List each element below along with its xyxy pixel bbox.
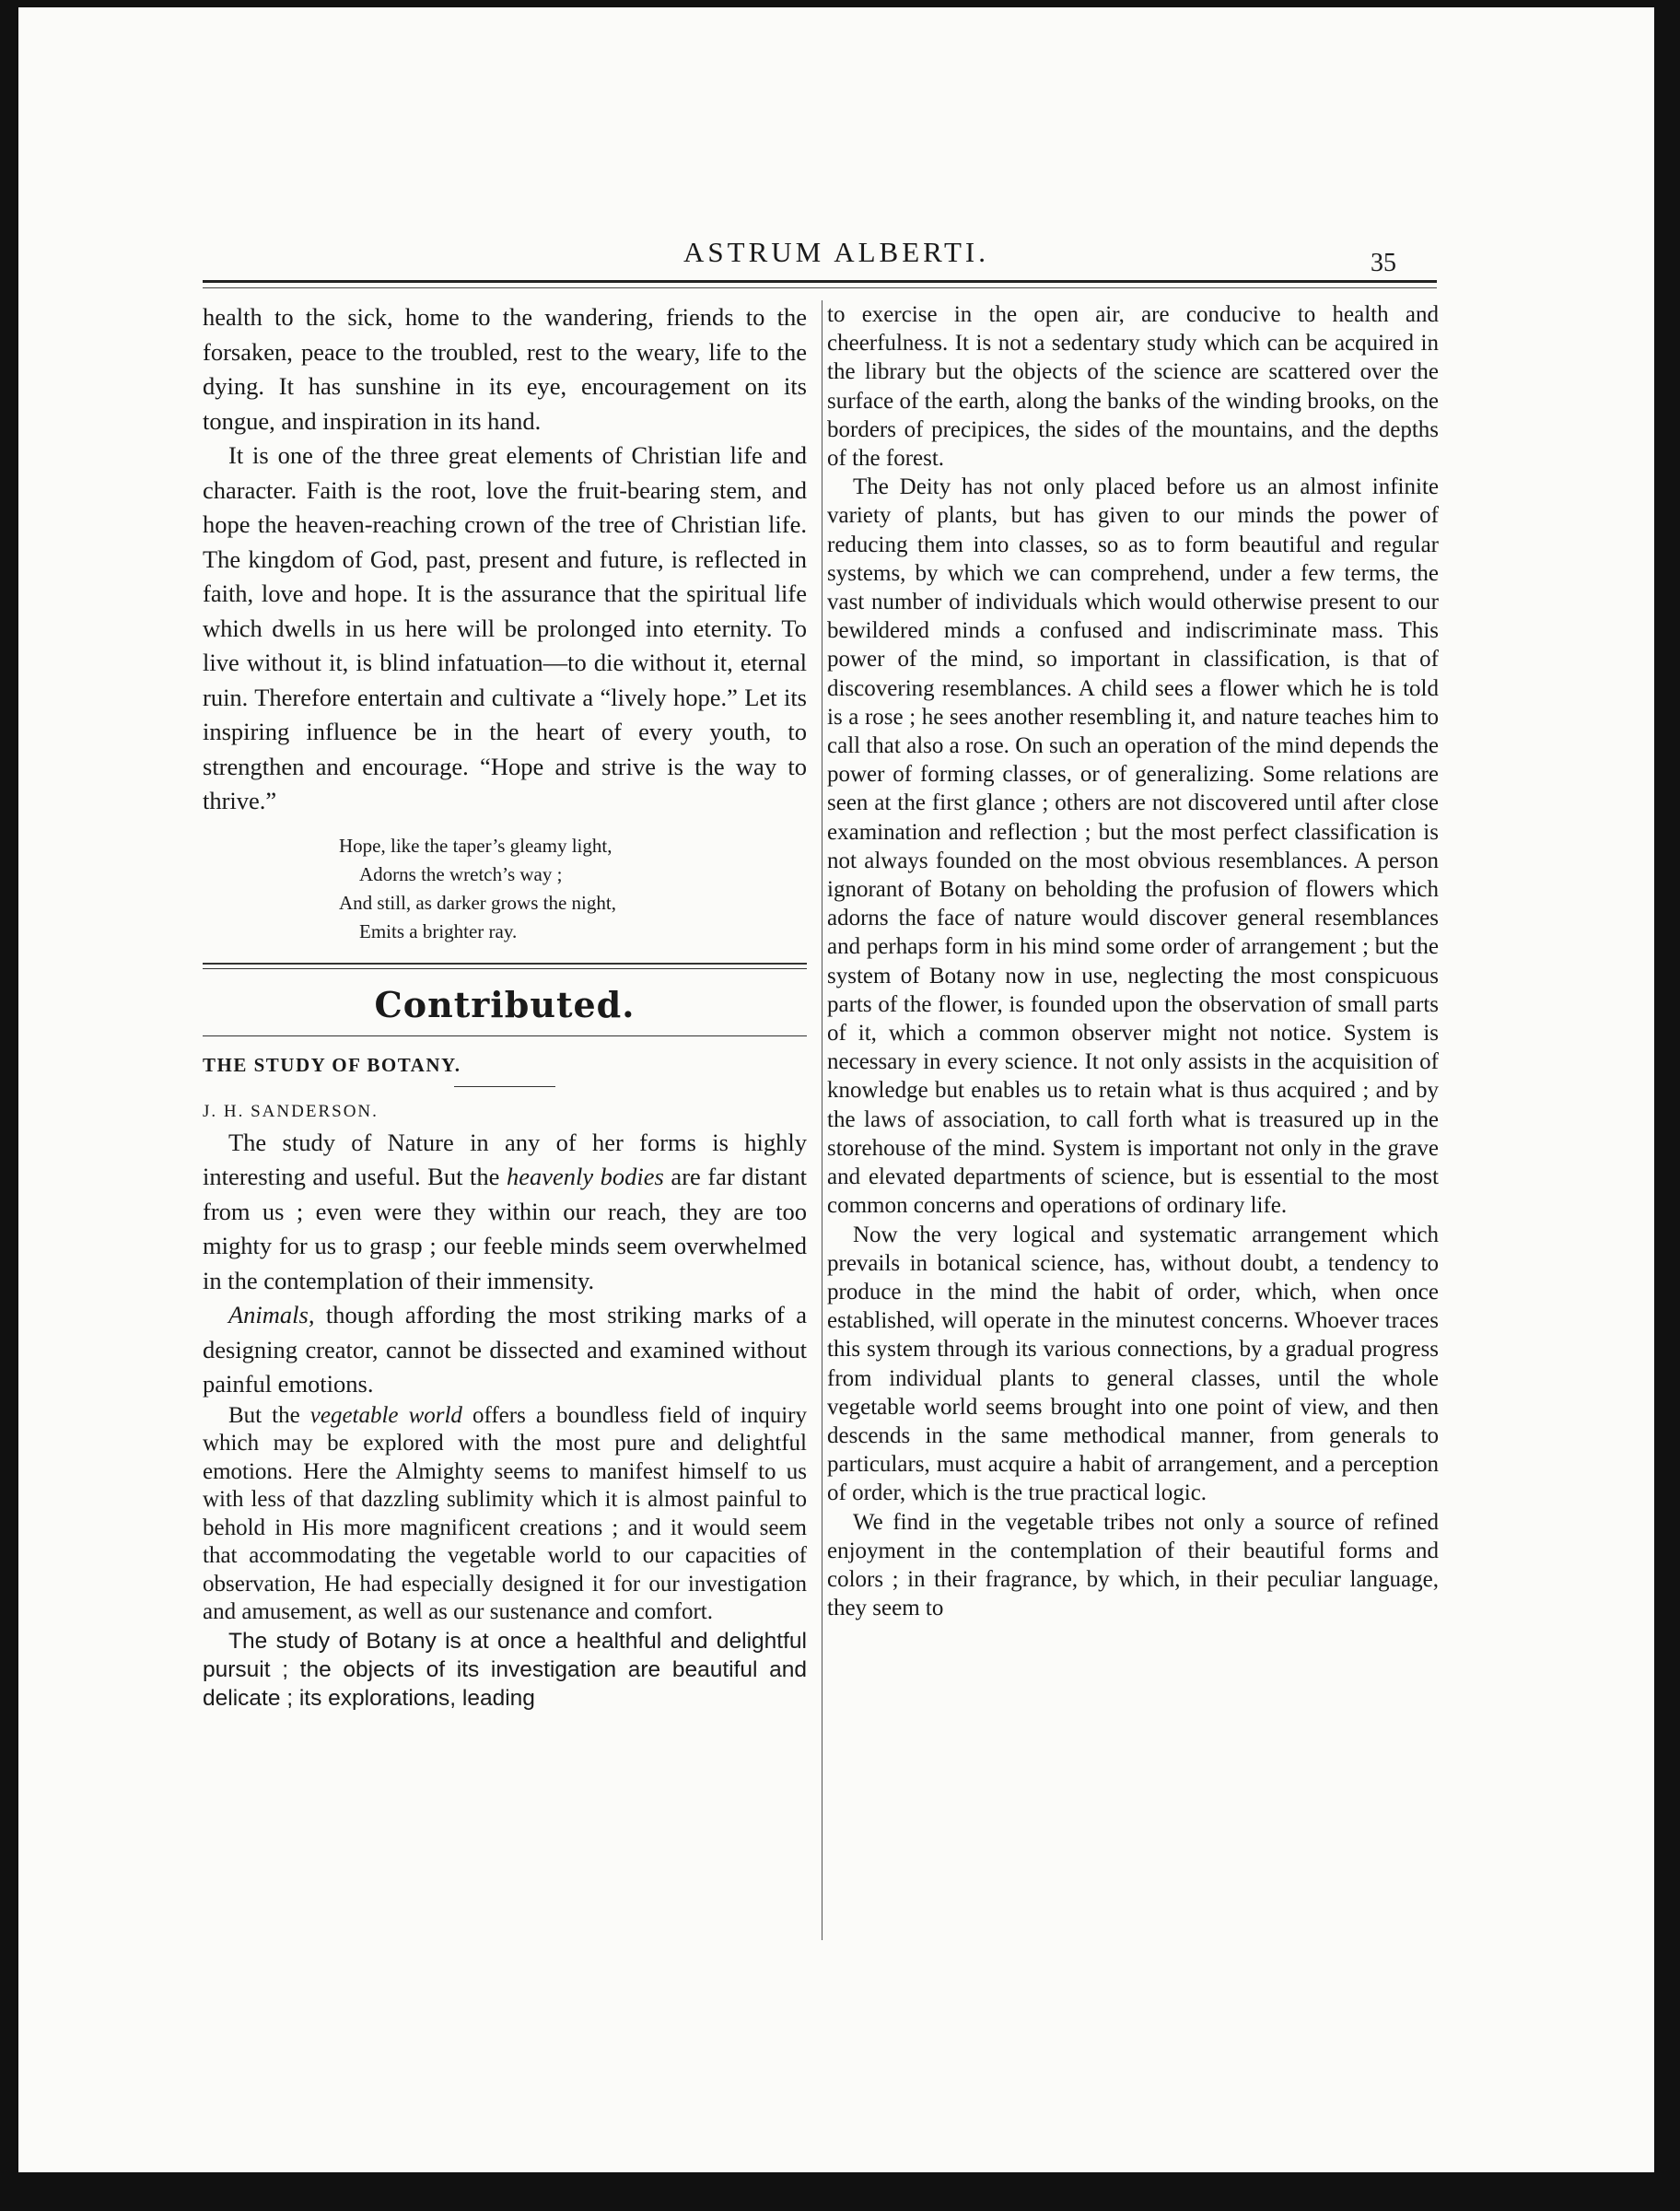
paragraph: We find in the vegetable tribes not only a source of refined enjoyment in the contemplation of their beautiful forms and colors ; in their fragrance, by which, in their peculiar language, they seem to bbox=[827, 1509, 1439, 1621]
paragraph: Animals, though affording the most striking marks of a designing creator, cannot be dissected and examined without painful emotions. bbox=[203, 1301, 807, 1398]
title-rule bbox=[454, 1086, 555, 1087]
heading-rule bbox=[203, 1035, 807, 1036]
poem-line: Emits a brighter ray. bbox=[359, 919, 518, 942]
left-column bbox=[203, 300, 807, 1713]
section-rule bbox=[203, 963, 807, 969]
article-title: THE STUDY OF BOTANY. bbox=[203, 1053, 461, 1076]
poem-line: Hope, like the taper’s gleamy light, bbox=[339, 834, 612, 857]
section-heading: Contributed. bbox=[374, 983, 636, 1025]
page-number: 35 bbox=[1371, 249, 1396, 277]
running-header-title: ASTRUM ALBERTI. bbox=[683, 236, 989, 268]
poem-line: Adorns the wretch’s way ; bbox=[359, 862, 563, 885]
header-rule bbox=[203, 280, 1437, 288]
poem bbox=[339, 832, 807, 946]
emphasis: Animals, bbox=[228, 1301, 315, 1328]
emphasis: vegetable world bbox=[309, 1402, 462, 1428]
article-author: J. H. SANDERSON. bbox=[203, 1101, 379, 1121]
paragraph: Now the very logical and systematic arrangement which prevails in botanical science, has, without doubt, a tendency to produce in the mind the habit of order, which, when once established, will operate in the minutest concerns. Whoever traces this system through its various connections, by a gradual progress from individual plants to general classes, until the whole vegetable world seems brought into one point of view, and then descends in the same methodical manner, from generals to particulars, must acquire a habit of arrangement, and a perception of order, which is the true practical logic. bbox=[827, 1222, 1439, 1506]
right-column bbox=[827, 300, 1439, 1622]
paragraph: It is one of the three great elements of Christian life and character. Faith is the root, love the fruit-bearing stem, and hope the heaven-reaching crown of the tree of Christian life. The kingdom of God, past, present and future, is reflected in faith, love and hope. It is the assurance that the spiritual life which dwells in us here will be prolonged into eternity. To live without it, is blind infatuation—to die without it, eternal ruin. Therefore entertain and cultivate a “lively hope.” Let its inspiring influence be in the heart of every youth, to strengthen and encourage. “Hope and strive is the way to thrive.” bbox=[203, 441, 807, 814]
paragraph: health to the sick, home to the wandering, friends to the forsaken, peace to the troubled, rest to the weary, life to the dying. It has sunshine in its eye, encouragement on its tongue, and inspiration in its hand. bbox=[203, 303, 807, 435]
paragraph: The Deity has not only placed before us an almost infinite variety of plants, but has given to our minds the power of reducing them into classes, so as to form beautiful and regular systems, by which we can comprehend, under a few terms, the vast number of individuals which would otherwise present to our bewildered minds a confused and indiscriminate mass. This power of the mind, so important in classification, is that of discovering resemblances. A child sees a flower which he is told is a rose ; he sees another resembling it, and nature teaches him to call that also a rose. On such an operation of the mind depends the power of forming classes, or of generalizing. Some relations are seen at the first glance ; others are not discovered until after close examination and reflection ; but the most perfect classification is not always founded on the most obvious resemblances. A person ignorant of Botany on beholding the profusion of flowers which adorns the face of nature would discover general resemblances and perhaps form in his mind some order of arrangement ; but the system of Botany now in use, neglecting the most conspicuous parts of the flower, is founded upon the observation of small parts of it, which a common observer might not notice. System is necessary in every science. It not only assists in the acquisition of knowledge but enables us to retain what is thus acquired ; and by the laws of association, to call forth what is treasured up in the storehouse of the mind. System is important not only in the grave and elevated departments of science, but is essential to the most common concerns and operations of ordinary life. bbox=[827, 474, 1439, 1219]
emphasis: heavenly bodies bbox=[506, 1163, 664, 1190]
paragraph: The study of Nature in any of her forms is highly interesting and useful. But the heavenly bodies are far distant from us ; even were they within our reach, they are too mighty for us to grasp ; our feeble minds seem overwhelmed in the contemplation of their immensity. bbox=[203, 1128, 807, 1294]
paragraph: But the vegetable world offers a boundless field of inquiry which may be explored with the most pure and delightful emotions. Here the Almighty seems to manifest himself to us with less of that dazzling sublimity which it is almost painful to behold in His more magnificent creations ; and it would seem that accommodating the vegetable world to our capacities of observation, He had especially designed it for our investigation and amusement, as well as our sustenance and comfort. bbox=[203, 1402, 807, 1624]
paragraph: to exercise in the open air, are conducive to health and cheerfulness. It is not a sedentary study which can be acquired in the library but the objects of the science are scattered over the surface of the earth, along the banks of the winding brooks, on the borders of precipices, the sides of the mountains, and the depths of the forest. bbox=[827, 302, 1439, 472]
paragraph: The study of Botany is at once a healthful and delightful pursuit ; the objects of its investigation are beautiful and delicate ; its explorations, leading bbox=[203, 1628, 807, 1711]
page bbox=[18, 7, 1654, 2172]
poem-line: And still, as darker grows the night, bbox=[339, 891, 616, 914]
